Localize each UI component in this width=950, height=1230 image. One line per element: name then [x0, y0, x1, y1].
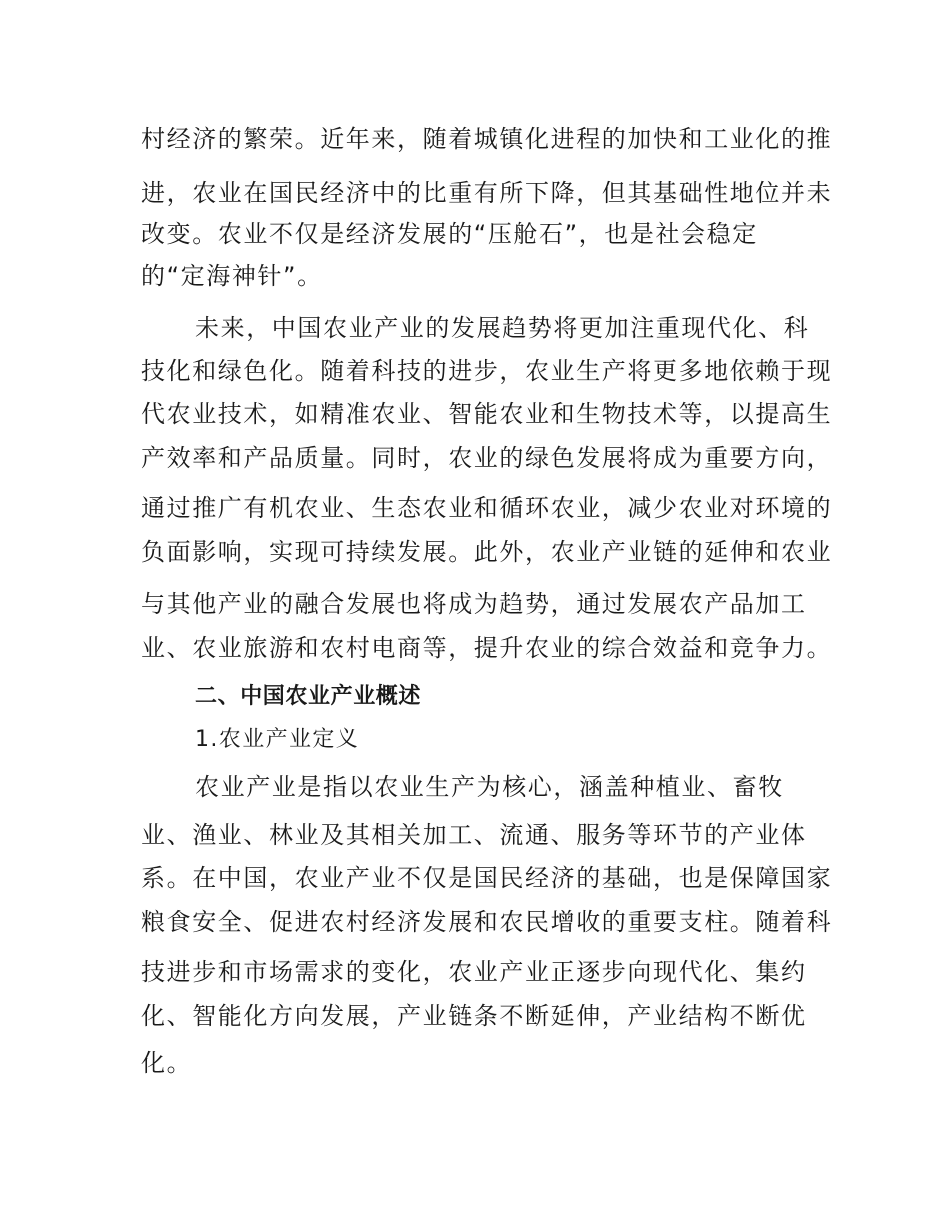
paragraph-line: 业、渔业、林业及其相关加工、流通、服务等环节的产业体 — [141, 821, 807, 849]
paragraph-line: 化、智能化方向发展，产业链条不断延伸，产业结构不断优 — [141, 1002, 807, 1030]
paragraph-line: 粮食安全、促进农村经济发展和农民增收的重要支柱。随着科 — [141, 908, 833, 936]
subsection-heading: 1.农业产业定义 — [195, 727, 360, 752]
paragraph-line: 进，农业在国民经济中的比重有所下降，但其基础性地位并未 — [141, 179, 833, 207]
section-heading: 二、中国农业产业概述 — [195, 684, 422, 709]
paragraph-line: 负面影响，实现可持续发展。此外，农业产业链的延伸和农业 — [141, 538, 833, 566]
paragraph-line: 通过推广有机农业、生态农业和循环农业，减少农业对环境的 — [141, 494, 833, 522]
paragraph-line: 与其他产业的融合发展也将成为趋势，通过发展农产品加工 — [141, 590, 807, 618]
paragraph-line: 产效率和产品质量。同时，农业的绿色发展将成为重要方向， — [141, 444, 833, 472]
paragraph-line: 系。在中国，农业产业不仅是国民经济的基础，也是保障国家 — [141, 864, 833, 892]
paragraph-line: 改变。农业不仅是经济发展的“压舱石”，也是社会稳定 — [141, 220, 758, 248]
paragraph-line: 技化和绿色化。随着科技的进步，农业生产将更多地依赖于现 — [141, 357, 833, 385]
paragraph-line: 村经济的繁荣。近年来，随着城镇化进程的加快和工业化的推 — [141, 125, 833, 153]
paragraph-line: 农业产业是指以农业生产为核心，涵盖种植业、畜牧 — [195, 773, 784, 801]
paragraph-line: 的“定海神针”。 — [141, 262, 323, 290]
paragraph-line: 技进步和市场需求的变化，农业产业正逐步向现代化、集约 — [141, 958, 807, 986]
paragraph-line: 代农业技术，如精准农业、智能农业和生物技术等，以提高生 — [141, 400, 833, 428]
paragraph-line: 未来，中国农业产业的发展趋势将更加注重现代化、科 — [195, 314, 810, 342]
paragraph-line: 业、农业旅游和农村电商等，提升农业的综合效益和竞争力。 — [141, 634, 833, 662]
paragraph-line: 化。 — [141, 1049, 193, 1077]
